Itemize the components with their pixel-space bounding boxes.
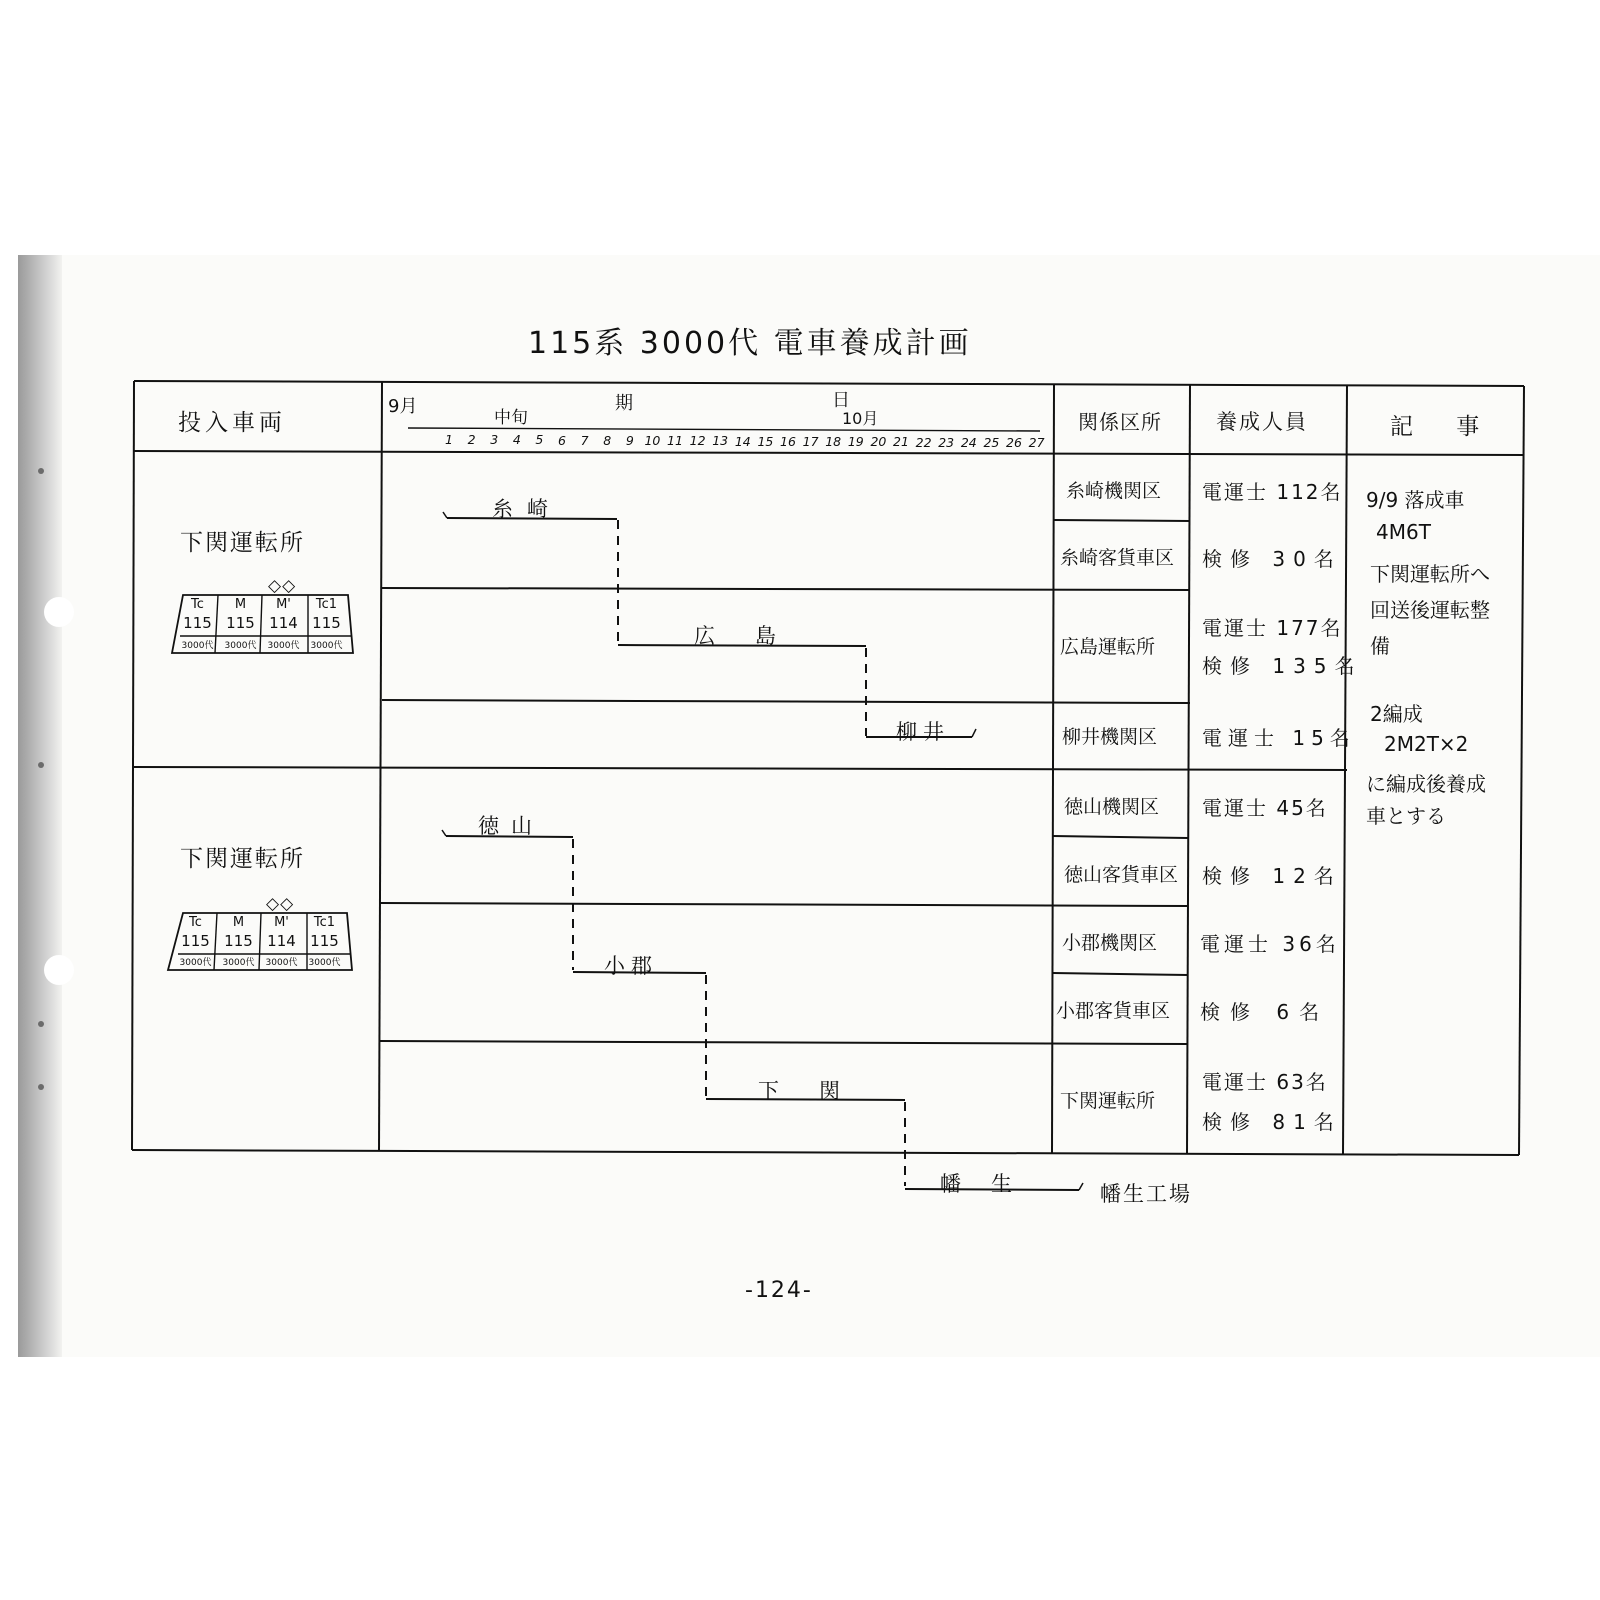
car-number: 115 bbox=[181, 932, 210, 950]
car-series: 3000代 bbox=[310, 641, 343, 651]
note-line: 車とする bbox=[1366, 804, 1446, 828]
formation-2 bbox=[174, 915, 348, 971]
staff-count: 電運士 63名 bbox=[1202, 1070, 1328, 1094]
document-title: 115系 3000代 電車養成計画 bbox=[528, 326, 972, 361]
day-number: 22 bbox=[915, 434, 932, 450]
day-number: 13 bbox=[712, 433, 729, 449]
schedule-label-itozaki: 糸崎 bbox=[492, 497, 562, 521]
staff-count: 検修 6名 bbox=[1200, 1000, 1330, 1024]
header-period-term: 期 bbox=[615, 393, 633, 414]
car-number: 115 bbox=[312, 614, 341, 632]
note-line: 2M2T×2 bbox=[1384, 732, 1469, 756]
note-line: 4M6T bbox=[1376, 520, 1431, 544]
day-number: 25 bbox=[983, 434, 1000, 450]
note-line: 下関運転所へ bbox=[1370, 562, 1490, 586]
day-number: 23 bbox=[938, 434, 955, 450]
day-number: 5 bbox=[535, 432, 544, 448]
day-number: 20 bbox=[870, 434, 887, 450]
car-type: Tc bbox=[191, 597, 204, 612]
car-type: Tc1 bbox=[313, 915, 336, 930]
car-type: M bbox=[234, 597, 247, 612]
diamond-marks-1: ◇◇ bbox=[268, 576, 297, 596]
day-number: 10 bbox=[644, 433, 661, 449]
car-type: Tc1 bbox=[315, 597, 338, 612]
day-number: 2 bbox=[467, 432, 476, 448]
car-series: 3000代 bbox=[224, 641, 257, 651]
day-number: 4 bbox=[512, 432, 521, 448]
header-notes: 記 事 bbox=[1390, 414, 1498, 440]
schedule-label-shimonoseki: 下関 bbox=[758, 1079, 880, 1103]
vehicle-label-1: 下関運転所 bbox=[180, 530, 305, 556]
car-series: 3000代 bbox=[222, 958, 255, 968]
schedule-label-ogori: 小郡 bbox=[604, 954, 658, 978]
car-series: 3000代 bbox=[267, 641, 300, 651]
day-number: 9 bbox=[625, 432, 634, 448]
office-name: 小郡機関区 bbox=[1062, 932, 1158, 954]
staff-count: 検修 81名 bbox=[1202, 1110, 1342, 1134]
car-series: 3000代 bbox=[181, 641, 214, 651]
note-line: 回送後運転整 bbox=[1370, 598, 1490, 622]
note-line: 備 bbox=[1370, 634, 1390, 658]
office-name: 糸崎客貨車区 bbox=[1060, 547, 1175, 569]
car-number: 115 bbox=[224, 932, 253, 950]
day-number: 26 bbox=[1006, 435, 1022, 450]
car-type: M' bbox=[276, 597, 291, 612]
header-month-sept: 9月 bbox=[388, 396, 418, 417]
formation-1 bbox=[176, 597, 350, 653]
header-staff: 養成人員 bbox=[1216, 410, 1308, 434]
day-number: 6 bbox=[558, 432, 566, 448]
car-series: 3000代 bbox=[308, 958, 341, 968]
schedule-label-hataba: 幡生 bbox=[940, 1172, 1042, 1196]
day-number: 11 bbox=[667, 433, 683, 449]
office-name: 糸崎機関区 bbox=[1066, 480, 1162, 502]
day-number: 12 bbox=[689, 433, 706, 449]
office-name: 柳井機関区 bbox=[1062, 726, 1158, 748]
schedule-label-hiroshima: 広島 bbox=[694, 624, 816, 648]
car-number: 115 bbox=[310, 932, 339, 950]
day-number: 24 bbox=[960, 434, 977, 450]
day-number: 21 bbox=[893, 434, 909, 450]
office-name: 徳山機関区 bbox=[1064, 796, 1160, 818]
diamond-marks-2: ◇◇ bbox=[266, 894, 295, 914]
car-series: 3000代 bbox=[265, 958, 298, 968]
staff-count: 検修 30名 bbox=[1202, 547, 1342, 571]
staff-count: 検修 135名 bbox=[1202, 654, 1363, 678]
staff-count: 検修 12名 bbox=[1202, 864, 1342, 888]
car-type: M' bbox=[274, 915, 289, 930]
end-label-hataba-factory: 幡生工場 bbox=[1100, 1182, 1192, 1206]
car-type: Tc bbox=[189, 915, 202, 930]
staff-count: 電運士 112名 bbox=[1202, 480, 1343, 504]
car-number: 114 bbox=[267, 932, 296, 950]
header-office: 関係区所 bbox=[1078, 410, 1162, 434]
vehicle-label-2: 下関運転所 bbox=[180, 846, 305, 872]
car-series: 3000代 bbox=[179, 958, 212, 968]
day-number: 17 bbox=[802, 433, 819, 449]
car-number: 115 bbox=[226, 614, 255, 632]
note-line: 9/9 落成車 bbox=[1366, 488, 1465, 512]
note-line: に編成後養成 bbox=[1366, 772, 1486, 796]
header-period-day: 日 bbox=[832, 390, 850, 411]
car-type: M bbox=[232, 915, 245, 930]
day-number: 15 bbox=[757, 433, 774, 449]
office-name: 徳山客貨車区 bbox=[1064, 864, 1179, 886]
schedule-label-yanai: 柳井 bbox=[896, 720, 950, 744]
office-name: 小郡客貨車区 bbox=[1056, 1000, 1171, 1022]
day-number: 1 bbox=[445, 432, 453, 447]
day-number: 19 bbox=[847, 434, 864, 450]
staff-count: 電運士 45名 bbox=[1202, 796, 1328, 820]
day-number: 14 bbox=[734, 433, 751, 449]
car-number: 114 bbox=[269, 614, 298, 632]
header-period-mid: 中旬 bbox=[494, 408, 528, 428]
office-name: 下関運転所 bbox=[1060, 1090, 1156, 1112]
day-number: 3 bbox=[490, 432, 499, 448]
page-number: -124- bbox=[745, 1278, 813, 1303]
office-name: 広島運転所 bbox=[1060, 636, 1156, 658]
header-month-oct: 10月 bbox=[842, 409, 879, 428]
staff-count: 電運士 36名 bbox=[1200, 932, 1340, 956]
day-number: 8 bbox=[603, 432, 612, 448]
staff-count: 電運士 177名 bbox=[1202, 616, 1343, 640]
staff-count: 電運士 15名 bbox=[1202, 726, 1356, 750]
schedule-label-tokuyama: 徳山 bbox=[478, 814, 544, 838]
note-line: 2編成 bbox=[1370, 702, 1423, 726]
day-number: 27 bbox=[1028, 435, 1045, 451]
day-number: 16 bbox=[780, 433, 796, 449]
day-number: 18 bbox=[825, 434, 842, 450]
day-number: 7 bbox=[580, 432, 589, 448]
header-vehicle: 投入車両 bbox=[178, 410, 286, 436]
car-number: 115 bbox=[183, 614, 212, 632]
